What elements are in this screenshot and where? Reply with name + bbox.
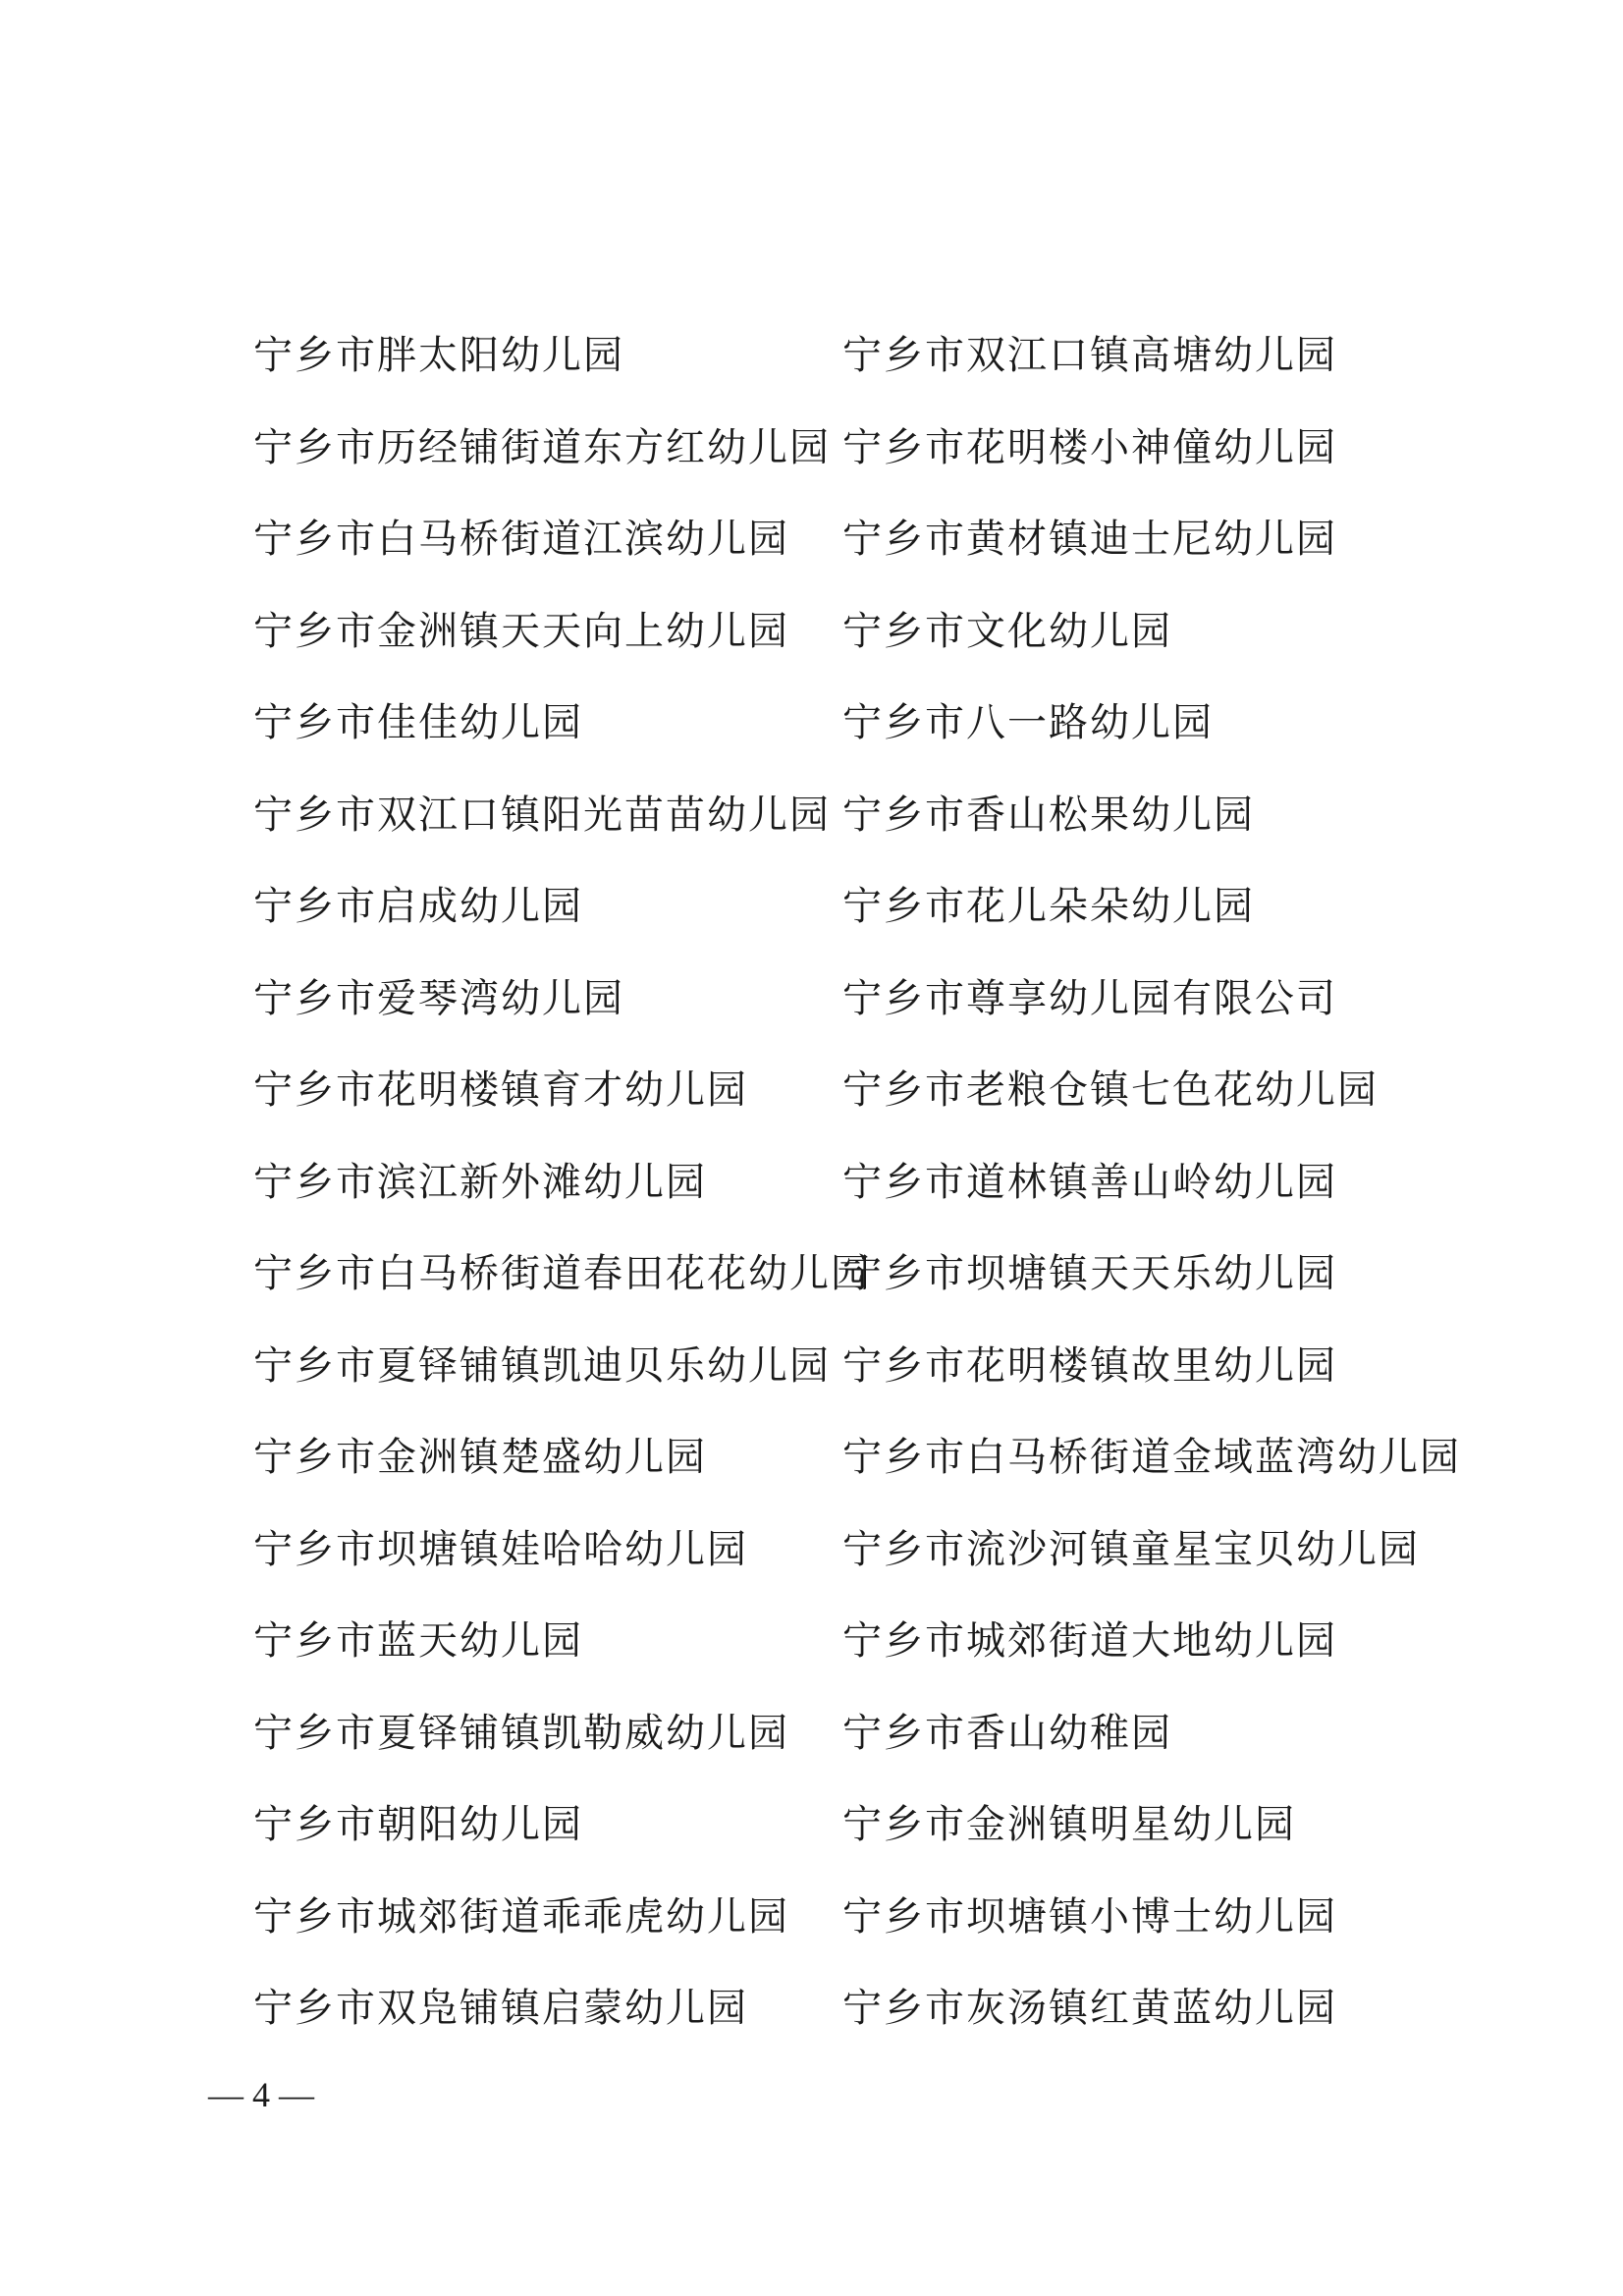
list-item: 宁乡市白马桥街道江滨幼儿园	[253, 517, 789, 562]
list-item: 宁乡市双江口镇高塘幼儿园	[842, 333, 1337, 378]
list-item: 宁乡市滨江新外滩幼儿园	[253, 1159, 707, 1205]
list-item: 宁乡市佳佳幼儿园	[253, 700, 583, 745]
list-item: 宁乡市花明楼小神僮幼儿园	[842, 424, 1337, 470]
list-item: 宁乡市金洲镇楚盛幼儿园	[253, 1435, 707, 1480]
list-item: 宁乡市蓝天幼儿园	[253, 1618, 583, 1664]
list-item: 宁乡市坝塘镇天天乐幼儿园	[842, 1251, 1337, 1296]
list-item: 宁乡市胖太阳幼儿园	[253, 333, 624, 378]
list-item: 宁乡市八一路幼儿园	[842, 700, 1214, 745]
list-item: 宁乡市灰汤镇红黄蓝幼儿园	[842, 1986, 1337, 2031]
list-item: 宁乡市坝塘镇小博士幼儿园	[842, 1893, 1337, 1940]
list-item: 宁乡市启成幼儿园	[253, 884, 583, 929]
list-item: 宁乡市白马桥街道春田花花幼儿园	[253, 1251, 872, 1296]
kindergarten-list-left	[253, 326, 872, 2071]
list-item: 宁乡市爱琴湾幼儿园	[253, 975, 624, 1021]
list-item: 宁乡市香山幼稚园	[842, 1710, 1172, 1756]
list-item: 宁乡市道林镇善山岭幼儿园	[842, 1159, 1337, 1205]
list-item: 宁乡市金洲镇明星幼儿园	[842, 1802, 1296, 1847]
list-item: 宁乡市香山松果幼儿园	[842, 792, 1255, 838]
list-item: 宁乡市文化幼儿园	[842, 608, 1172, 654]
list-item: 宁乡市坝塘镇娃哈哈幼儿园	[253, 1526, 748, 1572]
list-item: 宁乡市流沙河镇童星宝贝幼儿园	[842, 1526, 1420, 1572]
list-item: 宁乡市老粮仓镇七色花幼儿园	[842, 1067, 1379, 1113]
list-item: 宁乡市花儿朵朵幼儿园	[842, 884, 1255, 929]
list-item: 宁乡市花明楼镇育才幼儿园	[253, 1067, 748, 1113]
kindergarten-list-right	[842, 326, 1461, 2071]
list-item: 宁乡市城郊街道乖乖虎幼儿园	[253, 1893, 789, 1940]
list-item: 宁乡市黄材镇迪士尼幼儿园	[842, 517, 1337, 562]
page-number: — 4 —	[208, 2075, 314, 2114]
list-item: 宁乡市尊享幼儿园有限公司	[842, 975, 1337, 1021]
list-item: 宁乡市花明楼镇故里幼儿园	[842, 1342, 1337, 1389]
list-item: 宁乡市双凫铺镇启蒙幼儿园	[253, 1986, 748, 2031]
list-item: 宁乡市金洲镇天天向上幼儿园	[253, 608, 789, 654]
list-item: 宁乡市夏铎铺镇凯勒威幼儿园	[253, 1710, 789, 1756]
list-item: 宁乡市夏铎铺镇凯迪贝乐幼儿园	[253, 1342, 831, 1389]
list-item: 宁乡市朝阳幼儿园	[253, 1802, 583, 1847]
list-item: 宁乡市城郊街道大地幼儿园	[842, 1618, 1337, 1664]
list-item: 宁乡市双江口镇阳光苗苗幼儿园	[253, 792, 831, 838]
list-item: 宁乡市历经铺街道东方红幼儿园	[253, 424, 831, 470]
list-item: 宁乡市白马桥街道金域蓝湾幼儿园	[842, 1435, 1461, 1480]
